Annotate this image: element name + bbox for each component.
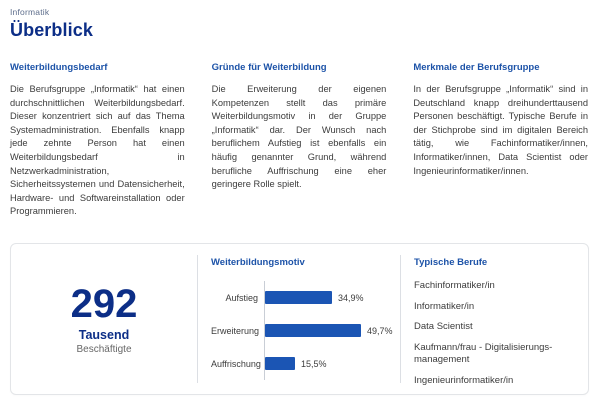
bar-value-label: 34,9% — [338, 292, 364, 303]
bar-chart — [211, 281, 400, 380]
stat-unit: Tausend — [78, 327, 130, 342]
page-header — [10, 7, 93, 41]
list-item: Ingenieurinformatiker/in — [414, 374, 514, 386]
chart-row — [211, 314, 400, 347]
list-item: Fachinformatiker/in — [414, 280, 495, 291]
column-heading: Gründe für Weiterbildung — [211, 62, 327, 73]
bar-category-label: Auffrischung — [211, 358, 261, 369]
bar — [265, 291, 332, 304]
column-gruende — [212, 62, 387, 219]
typical-jobs-section — [401, 244, 588, 394]
stat-label: Beschäftigte — [76, 343, 132, 355]
bar-value-label: 49,7% — [367, 325, 393, 336]
bar — [265, 357, 295, 370]
jobs-list — [414, 280, 576, 387]
chart-title: Weiterbildungsmotiv — [211, 257, 305, 268]
bar-category-label: Aufstieg — [225, 292, 258, 303]
list-item: Informatiker/in — [414, 300, 475, 312]
breadcrumb-category: Informatik — [10, 7, 50, 17]
chart-row — [211, 347, 400, 380]
column-paragraph: Die Erweiterung der eigenen Kompetenzen stellt das primäre Weiterbildungsmotiv in der Gruppe „Informatik“ dar. Der Wunsch nach beruflichem Aufstieg ist ebenfalls ein häufig genannter Grund, während berufliche Auffrischung eine eher geringere Rolle spielt. — [211, 84, 387, 190]
bar-axis-area — [264, 281, 400, 314]
jobs-heading: Typische Berufe — [414, 257, 488, 268]
list-item: Data Scientist — [414, 321, 473, 332]
chart-row — [211, 281, 400, 314]
bar-value-label: 15,5% — [301, 358, 327, 369]
stats-card — [10, 243, 589, 395]
column-merkmale — [413, 62, 588, 219]
column-heading: Merkmale der Berufsgruppe — [413, 62, 540, 73]
column-heading: Weiterbildungsbedarf — [10, 62, 108, 73]
bar — [265, 324, 361, 337]
employees-stat — [11, 244, 197, 394]
stat-value: 292 — [70, 281, 138, 326]
bar-axis-area — [264, 314, 400, 347]
column-paragraph: In der Berufsgruppe „Informatik“ sind in Deutschland knapp dreihunderttausend Personen beschäftigt. Typische Berufe in der Stichprobe sind im digitalen Bereich tätig, wie Fachinformatiker/innen, Informatiker/innen, Data Scientist oder Ingenieurinformatiker/innen. — [413, 84, 589, 176]
bar-axis-area — [264, 347, 400, 380]
column-paragraph: Die Berufsgruppe „Informatik“ hat einen durchschnittlichen Weiterbildungsbedarf. Dieser konzentriert sich auf das Thema Systemadministration. Ebenfalls knapp jede zehnte Person hat einen Weiterbildungsbedarf in Netzwerkadministration, Sicherheitssystemen und Datensicherheit, Hardware- und Softwareinstallation oder Programmieren. — [10, 84, 185, 217]
text-columns — [10, 62, 588, 219]
column-weiterbildungsbedarf — [10, 62, 185, 219]
weiterbildungsmotiv-chart — [198, 244, 400, 394]
page-title: Überblick — [10, 20, 93, 40]
bar-category-label: Erweiterung — [211, 325, 260, 336]
list-item: Kaufmann/frau - Digitalisierungs-management — [414, 341, 553, 365]
